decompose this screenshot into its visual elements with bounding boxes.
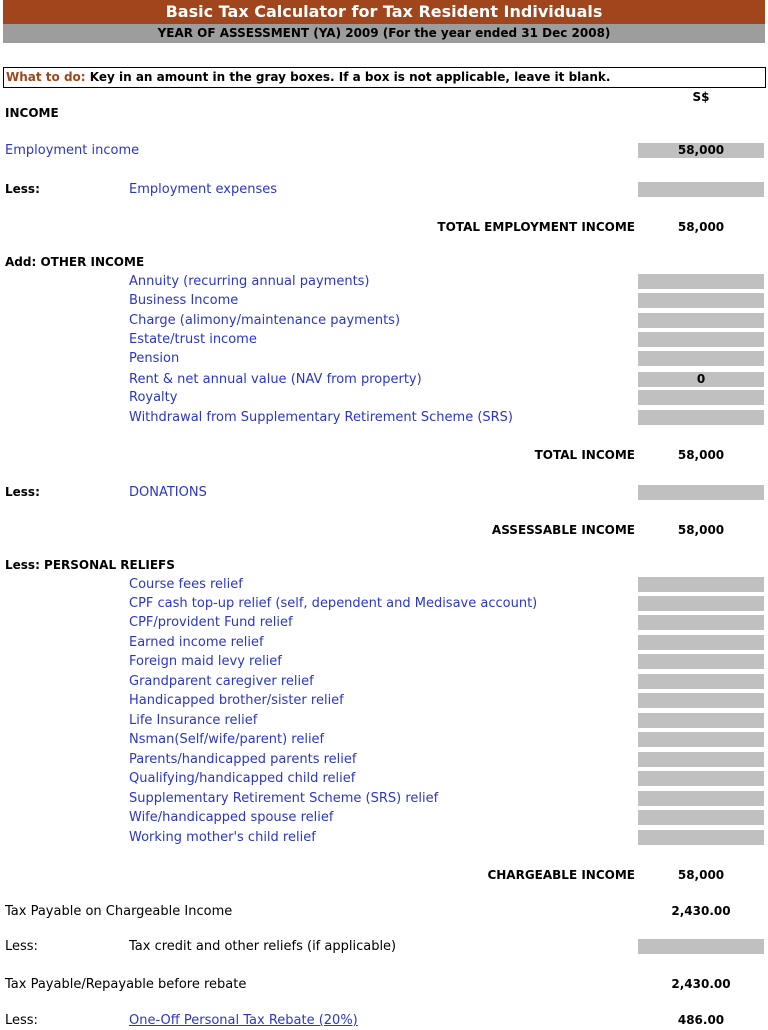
relief-input[interactable] [638,771,764,786]
relief-input[interactable] [638,732,764,747]
relief-label: Handicapped brother/sister relief [129,693,344,708]
relief-row [0,633,768,652]
relief-label: Nsman(Self/wife/parent) relief [129,732,325,747]
tax-payable-label: Tax Payable on Chargeable Income [5,904,233,919]
less-label: Less: [5,1013,38,1028]
other-income-label: Charge (alimony/maintenance payments) [129,313,401,328]
assessable-income-row [0,521,768,540]
relief-label: Qualifying/handicapped child relief [129,771,356,786]
instruction-box [3,67,766,88]
total-employment-income-value: 58,000 [677,220,725,234]
tax-credit-label: Tax credit and other reliefs (if applicable) [129,939,397,954]
reliefs-heading: Less: PERSONAL RELIEFS [5,558,175,572]
relief-row [0,672,768,691]
other-income-input[interactable] [638,390,764,405]
relief-label: Course fees relief [129,577,243,592]
other-income-input[interactable] [638,274,764,289]
other-income-label: Royalty [129,390,178,405]
relief-input[interactable] [638,674,764,689]
reliefs-heading-row [0,556,768,575]
relief-row [0,575,768,594]
less-label: Less: [5,182,40,196]
less-label: Less: [5,939,38,954]
employment-income-row [0,141,768,160]
instruction-text: Key in an amount in the gray boxes. If a box is not applicable, leave it blank. [85,70,611,84]
before-rebate-row [0,975,768,994]
relief-label: Life Insurance relief [129,713,258,728]
relief-row [0,613,768,632]
relief-row [0,750,768,769]
donations-input[interactable] [638,485,764,500]
other-income-row [0,272,768,291]
other-income-input[interactable]: 0 [638,372,764,387]
relief-row [0,808,768,827]
relief-row [0,828,768,847]
relief-input[interactable] [638,752,764,767]
other-income-label: Business Income [129,293,239,308]
total-income-label: TOTAL INCOME [534,448,635,462]
relief-label: Supplementary Retirement Scheme (SRS) relief [129,791,439,806]
relief-input[interactable] [638,830,764,845]
relief-label: Working mother's child relief [129,830,316,845]
other-income-row [0,330,768,349]
relief-label: CPF/provident Fund relief [129,615,293,630]
total-income-row [0,446,768,465]
chargeable-income-value: 58,000 [677,868,725,882]
other-income-row [0,388,768,407]
chargeable-income-label: CHARGEABLE INCOME [487,868,635,882]
relief-input[interactable] [638,596,764,611]
relief-label: Earned income relief [129,635,264,650]
instruction-lead: What to do: [6,70,86,84]
rebate-value: 486.00 [677,1013,725,1027]
tax-credit-row [0,937,768,956]
relief-row [0,691,768,710]
income-heading: INCOME [5,106,59,120]
total-employment-income-row [0,218,768,237]
relief-row [0,769,768,788]
donations-row [0,483,768,502]
relief-row [0,594,768,613]
total-employment-income-label: TOTAL EMPLOYMENT INCOME [437,220,635,234]
other-income-row [0,408,768,427]
total-income-value: 58,000 [677,448,725,462]
income-heading-row [0,104,768,123]
relief-input[interactable] [638,693,764,708]
relief-label: CPF cash top-up relief (self, dependent and Medisave account) [129,596,538,611]
tax-credit-input[interactable] [638,939,764,954]
rebate-row [0,1011,768,1030]
other-income-row [0,349,768,368]
tax-payable-value: 2,430.00 [671,904,731,918]
relief-input[interactable] [638,713,764,728]
relief-label: Parents/handicapped parents relief [129,752,357,767]
currency-header: S$ [692,90,710,104]
tax-payable-row [0,902,768,921]
other-income-input[interactable] [638,410,764,425]
less-label: Less: [5,485,40,499]
other-income-row [0,370,768,389]
employment-income-input[interactable]: 58,000 [638,143,764,158]
other-income-input[interactable] [638,332,764,347]
relief-input[interactable] [638,615,764,630]
other-income-input[interactable] [638,351,764,366]
relief-row [0,652,768,671]
other-income-input[interactable] [638,293,764,308]
before-rebate-label: Tax Payable/Repayable before rebate [5,977,247,992]
relief-row [0,730,768,749]
relief-label: Grandparent caregiver relief [129,674,314,689]
donations-label: DONATIONS [129,485,207,500]
relief-input[interactable] [638,791,764,806]
page-subtitle: YEAR OF ASSESSMENT (YA) 2009 (For the year ended 31 Dec 2008) [3,24,765,43]
employment-expenses-label: Employment expenses [129,182,278,197]
other-income-heading: Add: OTHER INCOME [5,255,145,269]
rebate-label: One-Off Personal Tax Rebate (20%) [129,1013,358,1028]
other-income-label: Annuity (recurring annual payments) [129,274,370,289]
assessable-income-value: 58,000 [677,523,725,537]
relief-input[interactable] [638,577,764,592]
relief-input[interactable] [638,810,764,825]
assessable-income-label: ASSESSABLE INCOME [491,523,635,537]
employment-expenses-input[interactable] [638,182,764,197]
relief-input[interactable] [638,635,764,650]
relief-input[interactable] [638,654,764,669]
chargeable-income-row [0,866,768,885]
page-title: Basic Tax Calculator for Tax Resident Individuals [3,0,765,24]
before-rebate-value: 2,430.00 [671,977,731,991]
relief-row [0,711,768,730]
employment-expenses-row [0,180,768,199]
other-income-row [0,311,768,330]
other-income-label: Rent & net annual value (NAV from property) [129,372,422,387]
other-income-input[interactable] [638,313,764,328]
relief-label: Foreign maid levy relief [129,654,282,669]
other-income-label: Pension [129,351,180,366]
employment-income-label: Employment income [5,143,140,158]
other-income-heading-row [0,253,768,272]
other-income-label: Estate/trust income [129,332,257,347]
relief-row [0,789,768,808]
other-income-row [0,291,768,310]
other-income-label: Withdrawal from Supplementary Retirement Scheme (SRS) [129,410,514,425]
relief-label: Wife/handicapped spouse relief [129,810,334,825]
